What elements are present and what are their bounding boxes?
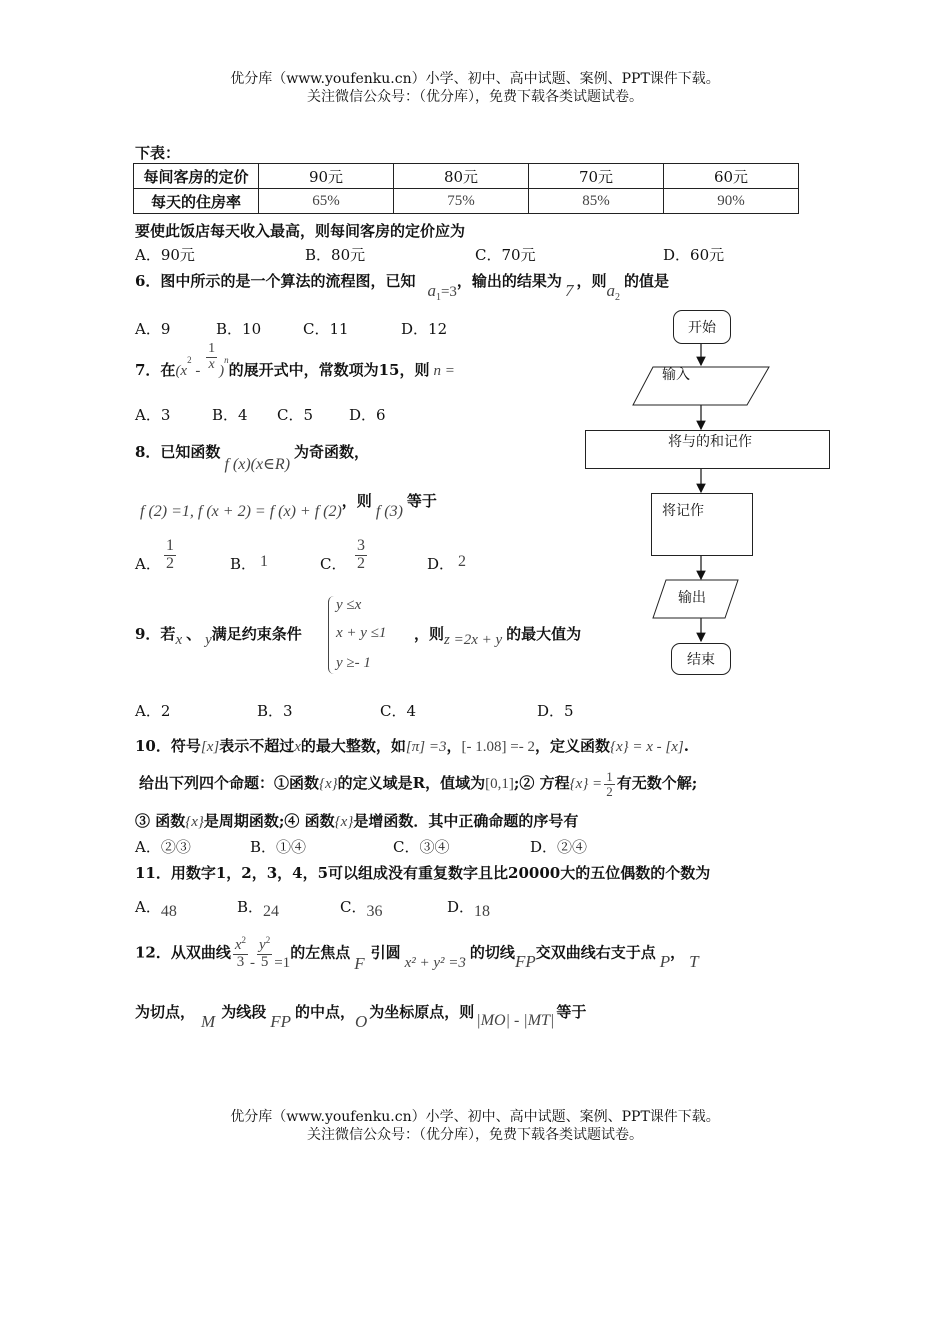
- q10-text: 10．符号: [135, 737, 201, 755]
- q6-option-a: A．9: [135, 320, 171, 338]
- q12-d1: 3: [236, 953, 245, 970]
- q6-a2-sub: 2: [614, 292, 620, 303]
- q12-text-b: 的左焦点: [290, 943, 351, 962]
- q9-constraint-2: x + y ≤1: [336, 625, 387, 641]
- q10-text-d: ，定义函数: [534, 737, 610, 755]
- q11-option-d-label: D．: [447, 898, 475, 916]
- q11-option-c-label: C．: [340, 898, 367, 916]
- q6-a1-sub: 1: [435, 292, 441, 303]
- q8-a-num: 1: [166, 537, 174, 554]
- q10-half-num: 1: [606, 769, 613, 784]
- footer-line-2: 关注微信公众号：（优分库），免费下载各类试题试卷。: [307, 1127, 643, 1143]
- q7-option-d: D．6: [349, 406, 386, 424]
- q10-option-c: C．③④: [393, 838, 450, 856]
- q10-half-den: 2: [606, 783, 613, 799]
- q10-neg: [- 1.08] =- 2: [461, 739, 535, 755]
- q11-option-d-value: 18: [474, 903, 491, 920]
- q11-option-b: [237, 896, 280, 920]
- q7-text: 7．在: [135, 361, 176, 380]
- table-cell: 90%: [664, 189, 799, 214]
- q12-eq1: =1: [274, 955, 291, 972]
- q7-option-a: A．3: [135, 406, 171, 424]
- q11-option-b-label: B．: [237, 898, 264, 916]
- q7-frac: [206, 342, 217, 372]
- q12-frac-y-num: [257, 936, 272, 955]
- q7-expr-close: ): [219, 363, 225, 380]
- flow-step-2: [651, 493, 753, 556]
- q10-comma: ，: [446, 737, 462, 755]
- q11-option-a-value: 48: [160, 903, 177, 920]
- q12-frac-x-num: [233, 936, 248, 955]
- flow-step-1-label: 将与的和记作: [668, 434, 752, 450]
- q12-P: P: [659, 952, 671, 972]
- q11-option-d: [447, 896, 491, 920]
- q7-pow: n: [224, 355, 229, 366]
- q9-text-d: 的最大值为: [506, 625, 582, 643]
- q9-constraint-1: y ≤x: [336, 597, 362, 613]
- q7-n: n =: [433, 363, 455, 380]
- q12-minus: -: [250, 955, 256, 972]
- q12-F: F: [354, 954, 365, 974]
- q12-FP2: FP: [270, 1012, 291, 1031]
- q8-option-d-label: D．: [427, 555, 455, 573]
- q5-option-b: B．80元: [305, 246, 366, 264]
- q10-half: [604, 770, 615, 798]
- q12-text-c: 引圆: [370, 943, 401, 962]
- q8-option-b-value: 1: [260, 553, 268, 570]
- q9-option-d: D．5: [537, 702, 574, 720]
- q8-stem-1: [135, 441, 370, 473]
- q12-d2: 5: [260, 953, 269, 970]
- q7-stem: [135, 341, 455, 380]
- table-cell: 每天的住房率: [134, 189, 259, 214]
- q12-y: y: [259, 937, 266, 953]
- q12-line-1: [135, 935, 699, 974]
- q12-line-2: [135, 1001, 587, 1031]
- q7-sq: 2: [187, 355, 192, 366]
- q9-text: 9．若: [135, 625, 176, 643]
- q9-option-a: A．2: [135, 702, 171, 720]
- q12-text: 12．从双曲线: [135, 943, 231, 962]
- q12-l2-text-e: 等于: [556, 1003, 587, 1021]
- q8-c-num: 3: [357, 537, 365, 554]
- q9-x: x: [175, 632, 183, 648]
- flow-output-label: 输出: [678, 590, 706, 606]
- flow-input-label: 输入: [662, 367, 690, 383]
- q11-option-a-label: A．: [135, 898, 161, 916]
- q9-brace: [328, 596, 335, 674]
- q12-M: M: [201, 1012, 216, 1031]
- q10-fx-3: {x}: [334, 814, 354, 830]
- q10-text-b: 表示不超过: [219, 737, 295, 755]
- q6-text: 6．图中所示的是一个算法的流程图，已知: [135, 272, 416, 290]
- table-cell: 60元: [664, 164, 799, 189]
- table-cell: 65%: [259, 189, 394, 214]
- q12-text-d: 的切线: [469, 943, 515, 962]
- header-line-1: 优分库（www.youfenku.cn）小学、初中、高中试题、案例、PPT课件下载。: [230, 71, 720, 87]
- q12-frac-x: [233, 936, 248, 971]
- q10-range: [0,1]: [485, 776, 514, 793]
- q12-O: O: [355, 1012, 368, 1031]
- table-cell: 90元: [259, 164, 394, 189]
- q10-text-c: 的最大整数，如: [300, 737, 406, 755]
- q8-option-a-frac: [164, 538, 176, 573]
- q10-def: {x} = x - [x]: [609, 739, 684, 755]
- q10-l2-text: 给出下列四个命题：①函数: [139, 774, 320, 793]
- q12-frac-y: [257, 936, 272, 971]
- q8-cond: f (2) =1, f (x + 2) = f (x) + f (2): [140, 503, 342, 520]
- flow-step-2-label: 将记作: [662, 503, 704, 519]
- q7-option-b: B．4: [212, 406, 248, 424]
- q6-output: 7: [564, 281, 574, 300]
- q6-text-b: ，输出的结果为: [456, 272, 562, 290]
- q10-fx-2: {x}: [185, 814, 204, 830]
- q12-l2-text-d: 为坐标原点，则: [369, 1003, 475, 1021]
- q5-question: 要使此饭店每天收入最高，则每间客房的定价应为: [135, 222, 466, 240]
- flow-end: 结束: [671, 643, 731, 675]
- table-cell: 每间客房的定价: [134, 164, 259, 189]
- q6-a1-val: =3: [440, 284, 457, 300]
- q6-option-b: B．10: [216, 320, 262, 338]
- q6-option-d: D．12: [401, 320, 448, 338]
- price-table: [133, 163, 799, 214]
- q12-abs: |MO| - |MT|: [476, 1012, 555, 1029]
- footer-line-1: 优分库（www.youfenku.cn）小学、初中、高中试题、案例、PPT课件下载。: [230, 1109, 720, 1125]
- q9-stem: [135, 623, 302, 648]
- table-row: [134, 189, 799, 214]
- q11-option-c-value: 36: [366, 903, 383, 920]
- q10-option-d: D．②④: [530, 838, 588, 856]
- q10-line-3: [135, 810, 578, 831]
- q9-option-b: B．3: [257, 702, 293, 720]
- q7-option-c: C．5: [277, 406, 314, 424]
- q10-x: x: [294, 739, 301, 755]
- q6-option-c: C．11: [303, 320, 349, 338]
- q6-a2: a: [606, 281, 615, 300]
- q8-option-d-value: 2: [458, 553, 466, 570]
- q10-l2-text-b: 的定义域是R，值域为: [337, 774, 486, 793]
- q12-l2-text-c: 的中点，: [294, 1003, 355, 1021]
- q11-option-a: [135, 896, 177, 920]
- q12-FP: FP: [514, 952, 536, 972]
- q9-z: z =2x + y: [444, 632, 503, 648]
- q9-y: y: [205, 632, 212, 648]
- q8-option-c-frac: [355, 538, 367, 573]
- q9-stem-2: [414, 623, 582, 648]
- q7-expr-open: (x: [175, 363, 188, 380]
- q10-l2-text-d: 有无数个解;: [616, 774, 698, 793]
- q12-x-sup: 2: [241, 935, 247, 945]
- q7-frac-den: x: [208, 356, 215, 372]
- q10-fx: {x}: [319, 776, 338, 793]
- q11-stem: 11．用数字1，2，3，4，5可以组成没有重复数字且比20000大的五位偶数的个数为: [135, 864, 711, 882]
- q9-text-b: 满足约束条件: [211, 625, 302, 643]
- q8-text-c: ，则: [341, 492, 372, 510]
- q11-option-b-value: 24: [263, 903, 280, 920]
- q8-func: f (x)(x∈R): [224, 456, 291, 473]
- q12-comma: ，: [670, 943, 686, 962]
- q5-option-c: C．70元: [475, 246, 536, 264]
- q6-text-c: ，则: [576, 272, 607, 290]
- q10-option-b: B．①④: [250, 838, 307, 856]
- q7-text-b: 的展开式中，常数项为15，则: [228, 361, 430, 380]
- q5-option-d: D．60元: [663, 246, 725, 264]
- q7-frac-num: 1: [208, 341, 216, 356]
- q9-sep: 、: [186, 625, 202, 643]
- q12-y-sup: 2: [265, 935, 271, 945]
- q9-option-c: C．4: [380, 702, 417, 720]
- table-cell: 70元: [529, 164, 664, 189]
- q12-x: x: [234, 937, 242, 953]
- q12-T: T: [689, 952, 699, 972]
- table-cell: 80元: [394, 164, 529, 189]
- q6-text-d: 的值是: [623, 272, 669, 290]
- q10-text-e: .: [683, 737, 689, 755]
- table-cell: 85%: [529, 189, 664, 214]
- q10-line-2: [139, 770, 697, 798]
- q8-stem-2: [140, 490, 437, 520]
- q10-line-1: [135, 735, 689, 756]
- q8-a-den: 2: [166, 554, 174, 572]
- q10-bx: [x]: [200, 739, 220, 755]
- flow-start: 开始: [673, 310, 731, 344]
- q8-f3: f (3): [375, 503, 403, 520]
- q8-text: 8．已知函数: [135, 443, 221, 461]
- q10-l2-text-c: ;② 方程: [513, 774, 570, 793]
- q12-l2-text-b: 为线段: [221, 1003, 267, 1021]
- q8-text-d: 等于: [406, 492, 437, 510]
- q6-a1: a: [427, 281, 436, 300]
- q10-l3-text-b: 是周期函数;④ 函数: [203, 812, 335, 830]
- q5-option-a: A．90元: [135, 246, 195, 264]
- q5-lead: 下表：: [135, 144, 181, 162]
- header-line-2: 关注微信公众号：（优分库），免费下载各类试题试卷。: [307, 89, 643, 105]
- q9-constraint-3: y ≥- 1: [336, 655, 371, 671]
- q10-pi: [π] =3: [405, 739, 447, 755]
- q8-option-c-label: C．: [320, 555, 347, 573]
- q8-text-b: 为奇函数，: [294, 443, 370, 461]
- table-cell: 75%: [394, 189, 529, 214]
- q12-l2-text: 为切点，: [135, 1003, 196, 1021]
- q12-circle: x² + y² =3: [404, 955, 466, 972]
- flow-input-shape: [633, 367, 769, 405]
- flow-step-1: [585, 430, 830, 469]
- q8-c-den: 2: [357, 554, 365, 572]
- q10-option-a: A．②③: [135, 838, 191, 856]
- q8-option-a-label: A．: [135, 555, 161, 573]
- q6-stem: [135, 270, 669, 303]
- q11-option-c: [340, 896, 383, 920]
- table-row: [134, 164, 799, 189]
- q9-text-c: ，则: [414, 625, 445, 643]
- q10-l3-text-c: 是增函数．其中正确命题的序号有: [353, 812, 579, 830]
- q10-eq: {x} =: [569, 776, 603, 793]
- q8-option-b-label: B．: [230, 555, 257, 573]
- q7-minus: -: [191, 363, 205, 380]
- q10-l3-text: ③ 函数: [135, 812, 186, 830]
- q12-text-e: 交双曲线右支于点: [535, 943, 656, 962]
